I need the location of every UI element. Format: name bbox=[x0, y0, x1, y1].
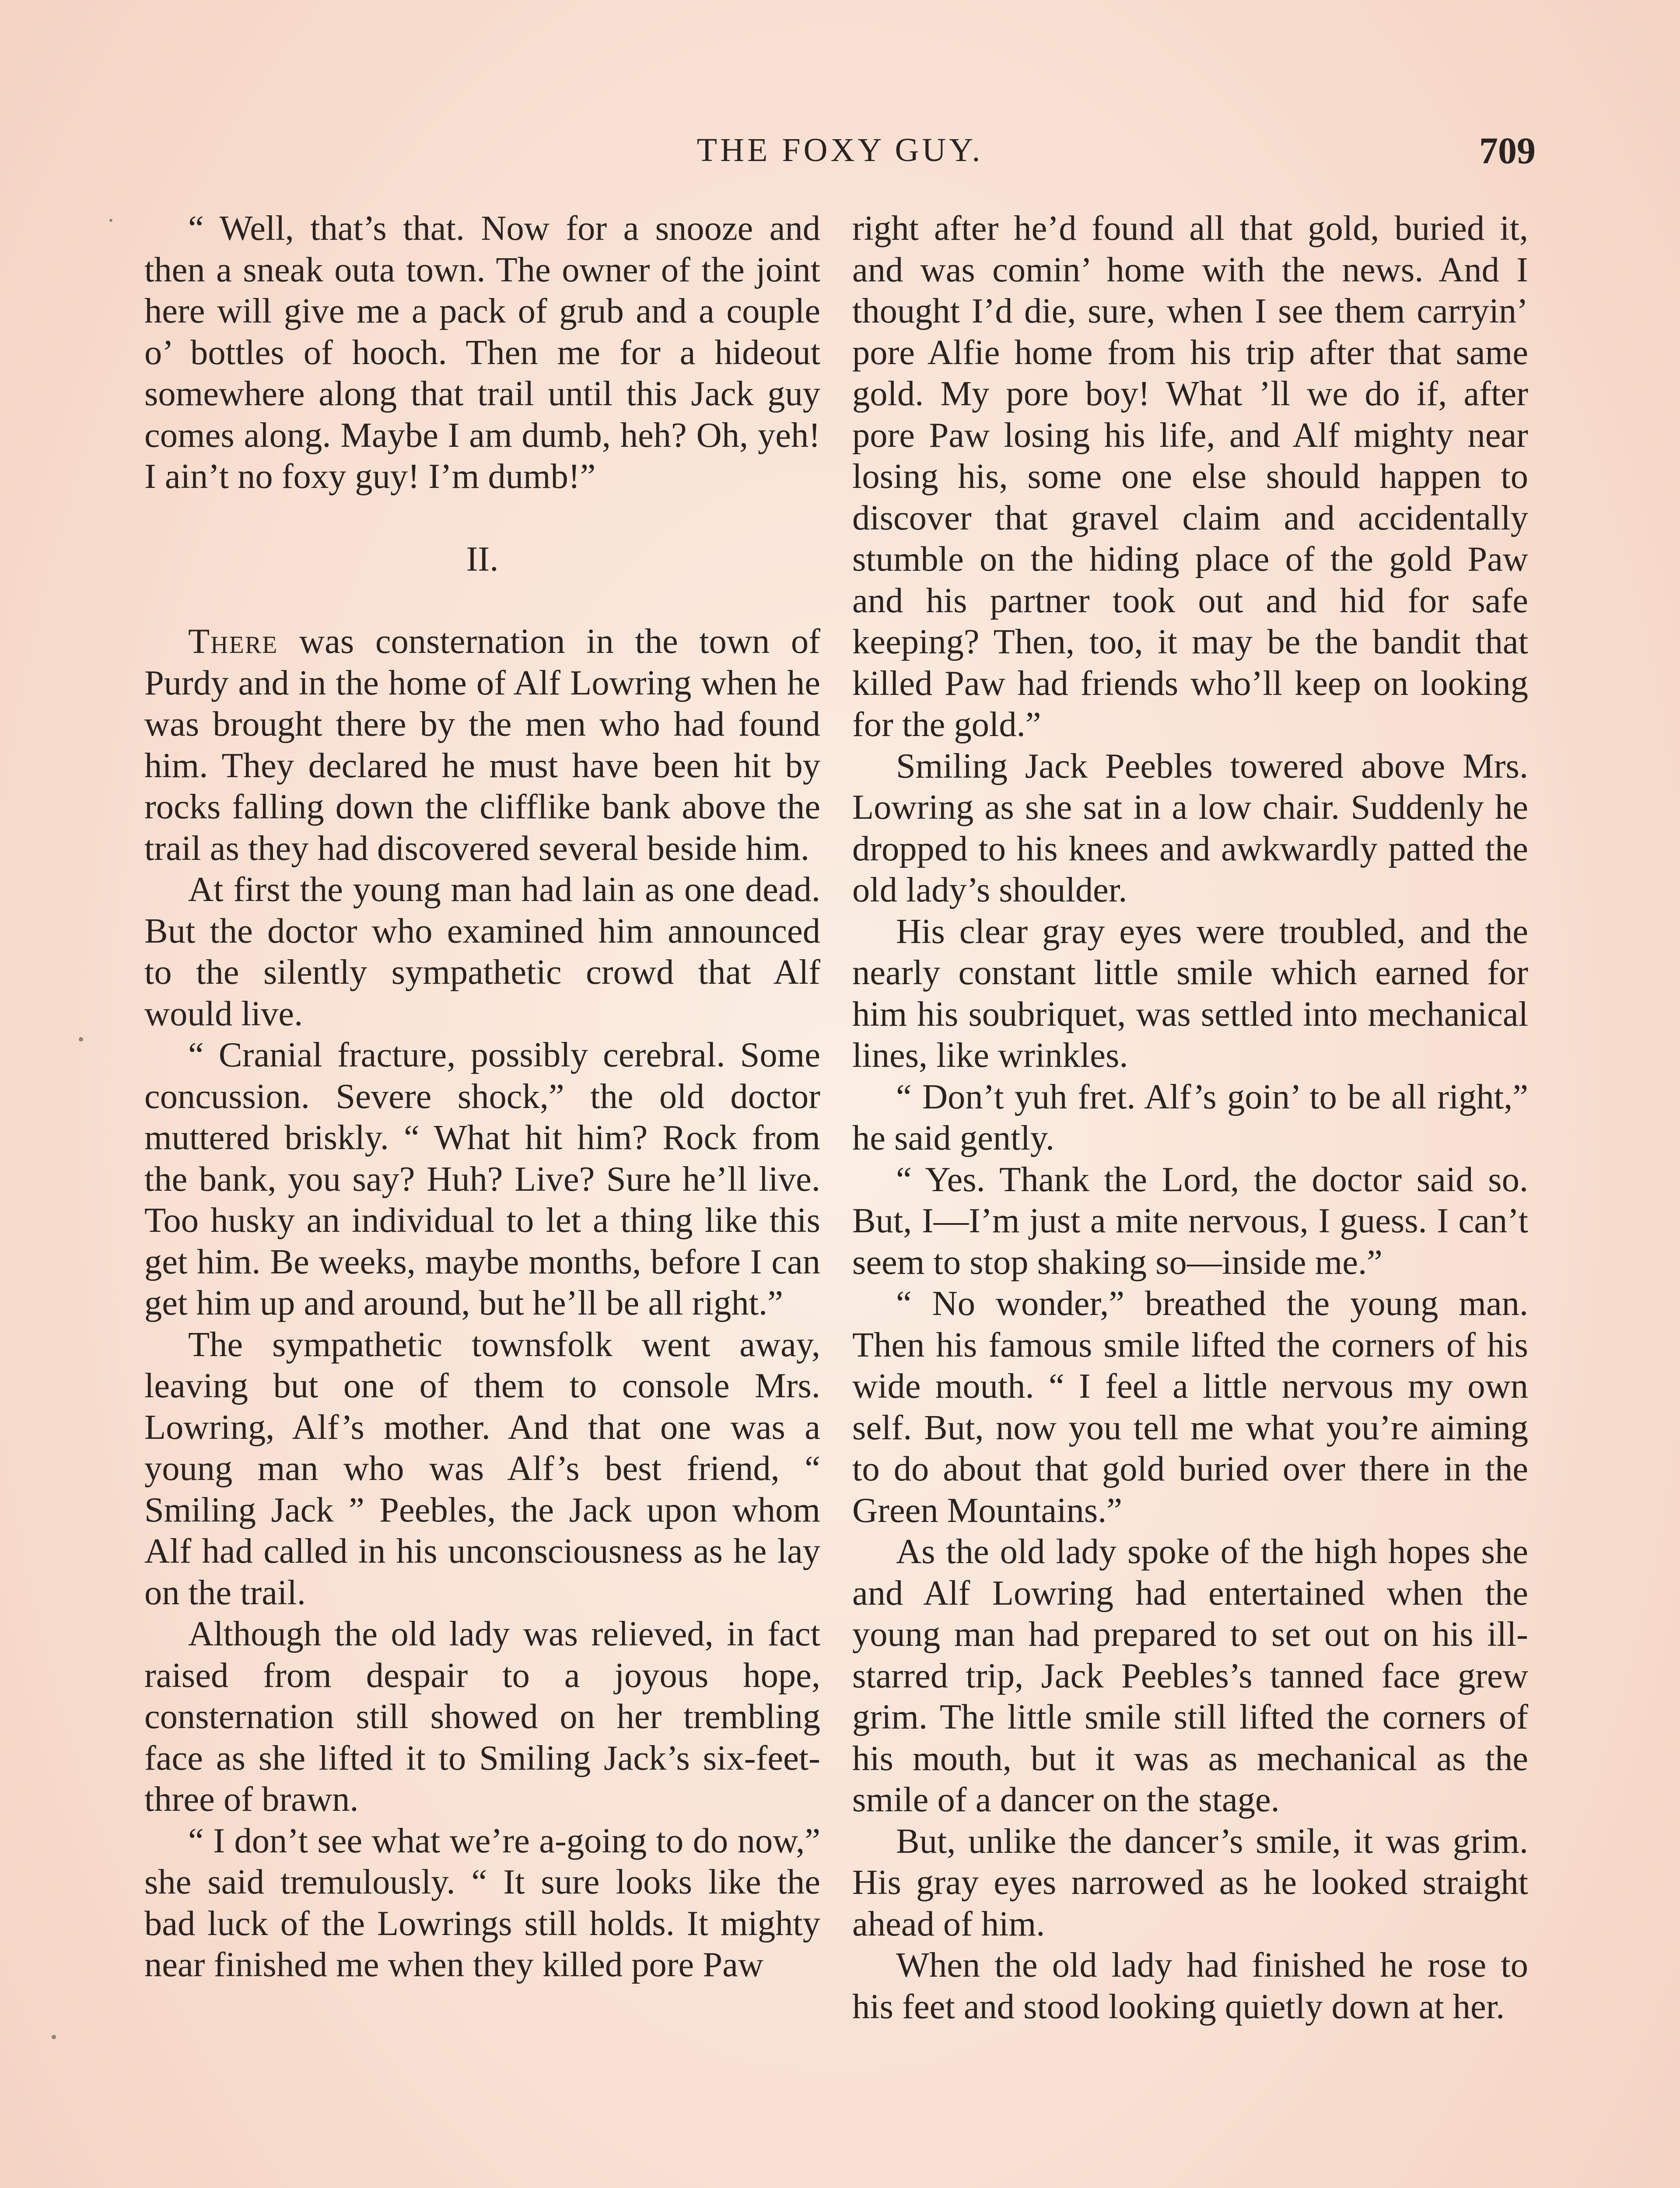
paragraph: “ I don’t see what we’re a-going to do now,” she said tremulously. “ It sure looks like the bad luck of the Lowrings still holds. It mighty near finished me when they killed pore Paw bbox=[144, 1821, 820, 1984]
drop-word: There bbox=[188, 622, 278, 661]
paragraph-text: was consternation in the town of Purdy and in the home of Alf Lowring when he was brought there by the men who had found him. They declared he must have been hit by rocks falling down the clifflike bank above the trail as they had discovered several beside him. bbox=[144, 622, 820, 868]
paper-speck bbox=[52, 2035, 56, 2039]
paragraph: “ Don’t yuh fret. Alf’s goin’ to be all right,” he said gently. bbox=[852, 1077, 1528, 1157]
paragraph: “ No wonder,” breathed the young man. Then his famous smile lifted the corners of his wide mouth. “ I feel a little nervous my own self. But, now you tell me what you’re aiming to do about that gold buried over there in the Green Mountains.” bbox=[852, 1284, 1528, 1530]
paragraph: At first the young man had lain as one dead. But the doctor who examined him announced to the silently sympathetic crowd that Alf would live. bbox=[144, 870, 820, 1033]
page-header bbox=[144, 131, 1536, 179]
paragraph: His clear gray eyes were troubled, and the nearly constant little smile which earned for him his soubriquet, was settled into mechanical lines, like wrinkles. bbox=[852, 912, 1528, 1075]
paragraph: right after he’d found all that gold, buried it, and was comin’ home with the news. And I thought I’d die, sure, when I see them carryin’ pore Alfie home from his trip after that same gold. My pore boy! What ’ll we do if, after pore Paw losing his life, and Alf mighty near losing his, some one else should happen to discover that gravel claim and accidentally stumble on the hiding place of the gold Paw and his partner took out and hid for safe keeping? Then, too, it may be the bandit that killed Paw had friends who’ll keep on looking for the gold.” bbox=[852, 209, 1528, 744]
running-title: THE FOXY GUY. bbox=[696, 132, 984, 168]
paragraph: “ Cranial fracture, possibly cerebral. Some concussion. Severe shock,” the old doctor muttered briskly. “ What hit him? Rock from the bank, you say? Huh? Live? Sure he’ll live. Too husky an individual to let a thing like this get him. Be weeks, maybe months, before I can get him up and around, but he’ll be all right.” bbox=[144, 1035, 820, 1322]
paragraph: But, unlike the dancer’s smile, it was grim. His gray eyes narrowed as he looked straight ahead of him. bbox=[852, 1821, 1528, 1943]
paragraph: As the old lady spoke of the high hopes she and Alf Lowring had entertained when the young man had prepared to set out on his ill-starred trip, Jack Peebles’s tanned face grew grim. The little smile still lifted the corners of his mouth, but it was as mechanical as the smile of a dancer on the stage. bbox=[852, 1532, 1528, 1819]
paragraph bbox=[144, 621, 820, 869]
paragraph: Smiling Jack Peebles towered above Mrs. Lowring as she sat in a low chair. Suddenly he dropped to his knees and awkwardly patted the old lady’s shoulder. bbox=[852, 746, 1528, 909]
page-number: 709 bbox=[1479, 130, 1536, 172]
paper-speck bbox=[79, 1037, 83, 1041]
paragraph: “ Well, that’s that. Now for a snooze and then a sneak outa town. The owner of the joint here will give me a pack of grub and a couple o’ bottles of hooch. Then me for a hideout somewhere along that trail until this Jack guy comes along. Maybe I am dumb, heh? Oh, yeh! I ain’t no foxy guy! I’m dumb!” bbox=[144, 209, 820, 496]
left-column bbox=[144, 208, 820, 1986]
paragraph: The sympathetic townsfolk went away, leaving but one of them to console Mrs. Lowring, Alf’s mother. And that one was a young man who was Alf’s best friend, “ Smiling Jack ” Peebles, the Jack upon whom Alf had called in his unconsciousness as he lay on the trail. bbox=[144, 1325, 820, 1612]
paragraph: Although the old lady was relieved, in fact raised from despair to a joyous hope, consternation still showed on her trembling face as she lifted it to Smiling Jack’s six-feet-three of brawn. bbox=[144, 1614, 820, 1819]
right-column bbox=[852, 208, 1528, 2027]
paper-speck bbox=[109, 219, 112, 222]
section-heading: II. bbox=[466, 539, 499, 579]
paragraph: “ Yes. Thank the Lord, the doctor said so. But, I—I’m just a mite nervous, I guess. I can’t seem to stop shaking so—inside me.” bbox=[852, 1160, 1528, 1282]
paragraph: When the old lady had finished he rose to his feet and stood looking quietly down at her. bbox=[852, 1946, 1528, 2026]
